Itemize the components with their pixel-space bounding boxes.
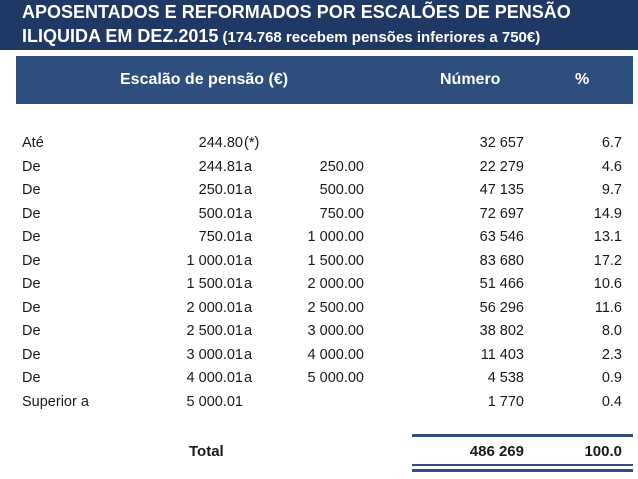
row-from: 4 000.01: [186, 370, 243, 386]
total-percent: 100.0: [584, 443, 622, 460]
total-number: 486 269: [469, 443, 524, 460]
row-number: 22 279: [479, 158, 524, 175]
row-separator: a: [244, 158, 253, 175]
row-separator: a: [244, 229, 253, 245]
title-line-2-subtitle: (174.768 recebem pensões inferiores a 750€): [218, 29, 541, 46]
total-bottom-rule-1: [412, 464, 633, 466]
total-bottom-rule-2: [412, 469, 633, 472]
row-from: 500.01: [198, 205, 243, 222]
row-percent: 17.2: [593, 252, 622, 269]
row-separator: a: [244, 205, 253, 222]
row-to: 500.00: [319, 182, 364, 198]
row-to: 3 000.00: [307, 323, 364, 339]
row-to: 1 000.00: [307, 229, 364, 245]
total-label: Total: [189, 443, 224, 460]
row-to: 5 000.00: [307, 370, 364, 386]
row-prefix: De: [22, 252, 41, 269]
row-number: 51 466: [479, 276, 524, 292]
table-header: [16, 56, 633, 104]
row-prefix: De: [22, 205, 41, 222]
row-percent: 6.7: [601, 135, 622, 151]
row-from: 250.01: [198, 182, 243, 198]
row-prefix: Superior a: [22, 393, 89, 410]
row-separator: (*): [244, 135, 260, 151]
row-prefix: De: [22, 276, 41, 292]
row-to: 750.00: [319, 205, 364, 222]
row-prefix: De: [22, 229, 41, 245]
title-banner: [0, 0, 638, 50]
row-prefix: De: [22, 370, 41, 386]
row-from: 750.01: [198, 229, 243, 245]
row-percent: 0.4: [601, 393, 622, 410]
header-number: Número: [440, 71, 501, 88]
row-separator: a: [244, 299, 253, 316]
title-line-1: APOSENTADOS E REFORMADOS POR ESCALÕES DE PENSÃO: [22, 2, 571, 22]
row-separator: a: [244, 346, 253, 363]
row-from: 244.81: [198, 158, 243, 175]
row-number: 38 802: [479, 323, 524, 339]
row-from: 1 500.01: [186, 276, 243, 292]
row-percent: 2.3: [601, 346, 622, 363]
row-number: 56 296: [479, 299, 524, 316]
total-top-rule: [412, 434, 633, 437]
row-prefix: De: [22, 299, 41, 316]
row-from: 2 500.01: [186, 323, 243, 339]
row-number: 63 546: [479, 229, 524, 245]
header-bracket: Escalão de pensão (€): [120, 71, 289, 88]
row-prefix: Até: [22, 135, 44, 151]
row-separator: a: [244, 182, 253, 198]
row-separator: a: [244, 252, 253, 269]
row-percent: 4.6: [601, 158, 622, 175]
title-line-2-main: ILIQUIDA EM DEZ.2015: [22, 26, 219, 46]
row-separator: a: [244, 323, 253, 339]
row-separator: a: [244, 370, 253, 386]
row-to: 2 000.00: [307, 276, 364, 292]
row-percent: 9.7: [601, 182, 622, 198]
row-prefix: De: [22, 158, 41, 175]
row-to: 4 000.00: [307, 346, 364, 363]
row-number: 1 770: [487, 393, 524, 410]
row-separator: a: [244, 276, 253, 292]
row-prefix: De: [22, 323, 41, 339]
row-from: 2 000.01: [186, 299, 243, 316]
row-to: 250.00: [319, 158, 364, 175]
row-to: 2 500.00: [307, 299, 364, 316]
row-percent: 8.0: [601, 323, 622, 339]
row-from: 3 000.01: [186, 346, 243, 363]
row-from: 244.80: [198, 135, 243, 151]
row-number: 32 657: [479, 135, 524, 151]
row-number: 83 680: [479, 252, 524, 269]
row-number: 47 135: [479, 182, 524, 198]
row-prefix: De: [22, 346, 41, 363]
title-line-2: [22, 24, 540, 50]
row-from: 5 000.01: [186, 393, 243, 410]
row-number: 4 538: [487, 370, 524, 386]
row-from: 1 000.01: [186, 252, 243, 269]
header-percent: %: [575, 71, 590, 88]
row-percent: 14.9: [593, 205, 622, 222]
row-number: 72 697: [479, 205, 524, 222]
row-percent: 13.1: [593, 229, 622, 245]
row-number: 11 403: [480, 346, 524, 363]
row-to: 1 500.00: [307, 252, 364, 269]
row-prefix: De: [22, 182, 41, 198]
row-percent: 11.6: [594, 299, 622, 316]
row-percent: 10.6: [593, 276, 622, 292]
row-percent: 0.9: [601, 370, 622, 386]
